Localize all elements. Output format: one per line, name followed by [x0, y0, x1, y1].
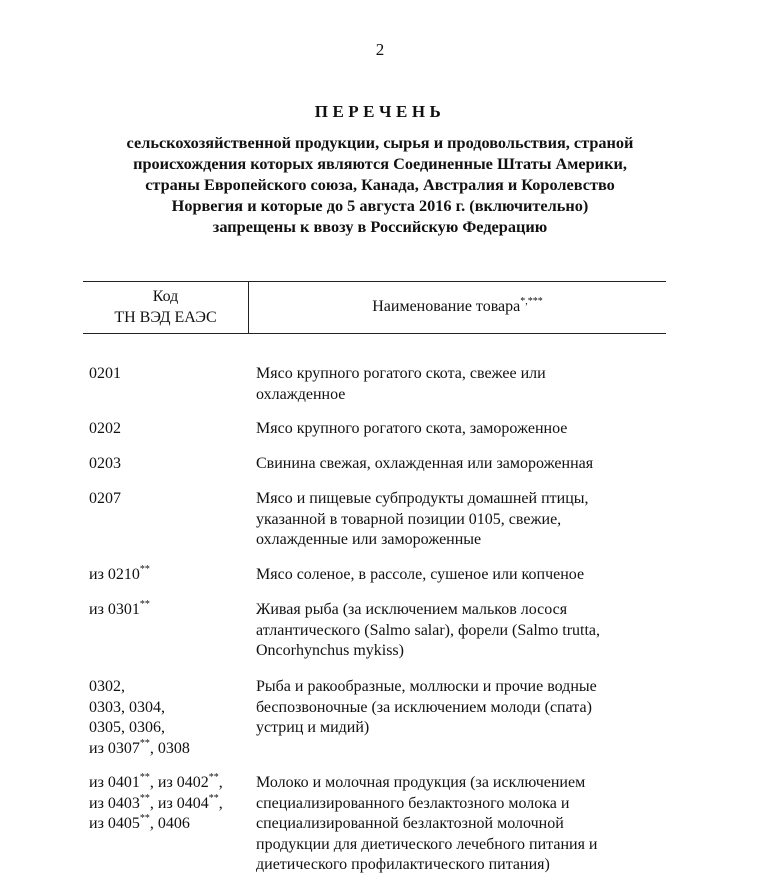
name-line: атлантического (Salmo salar), форели (Salmo trutta,: [256, 621, 601, 639]
table-header-rule: [83, 333, 666, 334]
code-text: , 0308: [149, 739, 190, 757]
name-line: специализированной безлактозной молочной: [256, 815, 564, 832]
header-code: [83, 286, 248, 328]
code-text: из 0210: [89, 566, 140, 583]
code-line: 0202: [89, 420, 121, 437]
code-line: 0302,: [89, 678, 125, 695]
name-line: Свинина свежая, охлажденная или замороженная: [256, 455, 594, 472]
name-line: Oncorhynchus mykiss): [256, 642, 404, 659]
code-text: , 0406: [149, 815, 190, 832]
code-text: ,: [218, 794, 223, 812]
name-line: Рыба и ракообразные, моллюски и прочие водные: [256, 678, 597, 695]
page-number: 2: [375, 40, 385, 59]
row-code: [89, 600, 249, 621]
name-line: Мясо крупного рогатого скота, свежее или: [256, 365, 546, 382]
row-code: [89, 677, 249, 759]
row-name: [256, 565, 666, 586]
code-line: [89, 739, 249, 760]
name-line: продукции для диетического лечебного питания и: [256, 835, 598, 853]
subtitle-line: сельскохозяйственной продукции, сырья и продовольствия, страной: [126, 133, 634, 152]
name-line: диетического профилактического питания): [256, 856, 550, 873]
subtitle-line: происхождения которых являются Соединенные Штаты Америки,: [133, 154, 627, 173]
row-code: [89, 419, 249, 440]
subtitle-line: страны Европейского союза, Канада, Австралия и Королевство: [145, 175, 615, 194]
footnote-mark: **: [139, 813, 150, 824]
name-line: беспозвоночные (за исключением молоди (спата): [256, 698, 592, 716]
header-name-label: Наименование товара: [372, 298, 521, 315]
name-line: Молоко и молочная продукция (за исключением: [256, 774, 586, 791]
name-line: указанной в товарной позиции 0105, свежие,: [256, 510, 562, 528]
name-line: охлажденные или замороженные: [256, 531, 482, 548]
footnote-mark: **: [139, 564, 150, 575]
row-name: [256, 489, 666, 551]
footnote-mark: **: [139, 737, 150, 749]
code-line: [89, 814, 249, 835]
row-name: [256, 419, 666, 440]
row-name: [256, 773, 666, 876]
subtitle-line: Норвегия и которые до 5 августа 2016 г. (включительно): [171, 196, 589, 215]
row-name: [256, 677, 666, 739]
footnote-mark: **: [208, 772, 219, 783]
row-name: [256, 454, 666, 475]
row-code: [89, 364, 249, 385]
header-code-line1: Код: [152, 288, 179, 305]
name-line: Мясо и пищевые субпродукты домашней птицы,: [256, 490, 589, 507]
footnote-mark: **: [139, 792, 150, 804]
code-text: ,: [218, 774, 223, 791]
code-line: [89, 565, 249, 586]
code-text: из 0405: [89, 815, 140, 832]
row-code: [89, 773, 249, 835]
code-text: из 0307: [89, 739, 140, 757]
code-line: 0203: [89, 455, 121, 472]
code-text: из 0301: [89, 601, 140, 618]
row-name: [256, 600, 666, 662]
subtitle-line: запрещены к ввозу в Российскую Федерацию: [212, 217, 548, 236]
document-title: ПЕРЕЧЕНЬ: [314, 102, 446, 121]
name-line: устриц и мидий): [256, 719, 370, 736]
name-line: охлажденное: [256, 385, 346, 403]
code-text: , из 0402: [149, 774, 209, 791]
code-text: , из 0404: [149, 794, 209, 812]
document-subtitle: [40, 132, 720, 237]
code-line: 0303, 0304,: [89, 698, 165, 716]
footnote-mark: **: [208, 792, 219, 804]
code-line: [89, 794, 249, 815]
code-text: из 0401: [89, 774, 140, 791]
code-line: 0305, 0306,: [89, 719, 165, 736]
name-line: специализированного безлактозного молока и: [256, 794, 570, 812]
name-line: Живая рыба (за исключением мальков лосося: [256, 601, 568, 618]
header-code-line2: ТН ВЭД ЕАЭС: [114, 309, 217, 326]
header-name: [249, 296, 666, 316]
header-name-footnote: *,***: [520, 296, 543, 307]
code-line: 0207: [89, 490, 121, 507]
row-name: [256, 364, 666, 405]
name-line: Мясо соленое, в рассоле, сушеное или копченое: [256, 566, 585, 583]
row-code: [89, 565, 249, 586]
table-top-rule: [83, 281, 666, 282]
footnote-mark: **: [139, 772, 150, 783]
code-line: [89, 600, 249, 621]
code-line: 0201: [89, 365, 121, 382]
code-line: [89, 773, 249, 794]
code-text: из 0403: [89, 794, 140, 812]
footnote-mark: **: [139, 599, 150, 610]
row-code: [89, 489, 249, 510]
row-code: [89, 454, 249, 475]
name-line: Мясо крупного рогатого скота, замороженное: [256, 420, 568, 437]
